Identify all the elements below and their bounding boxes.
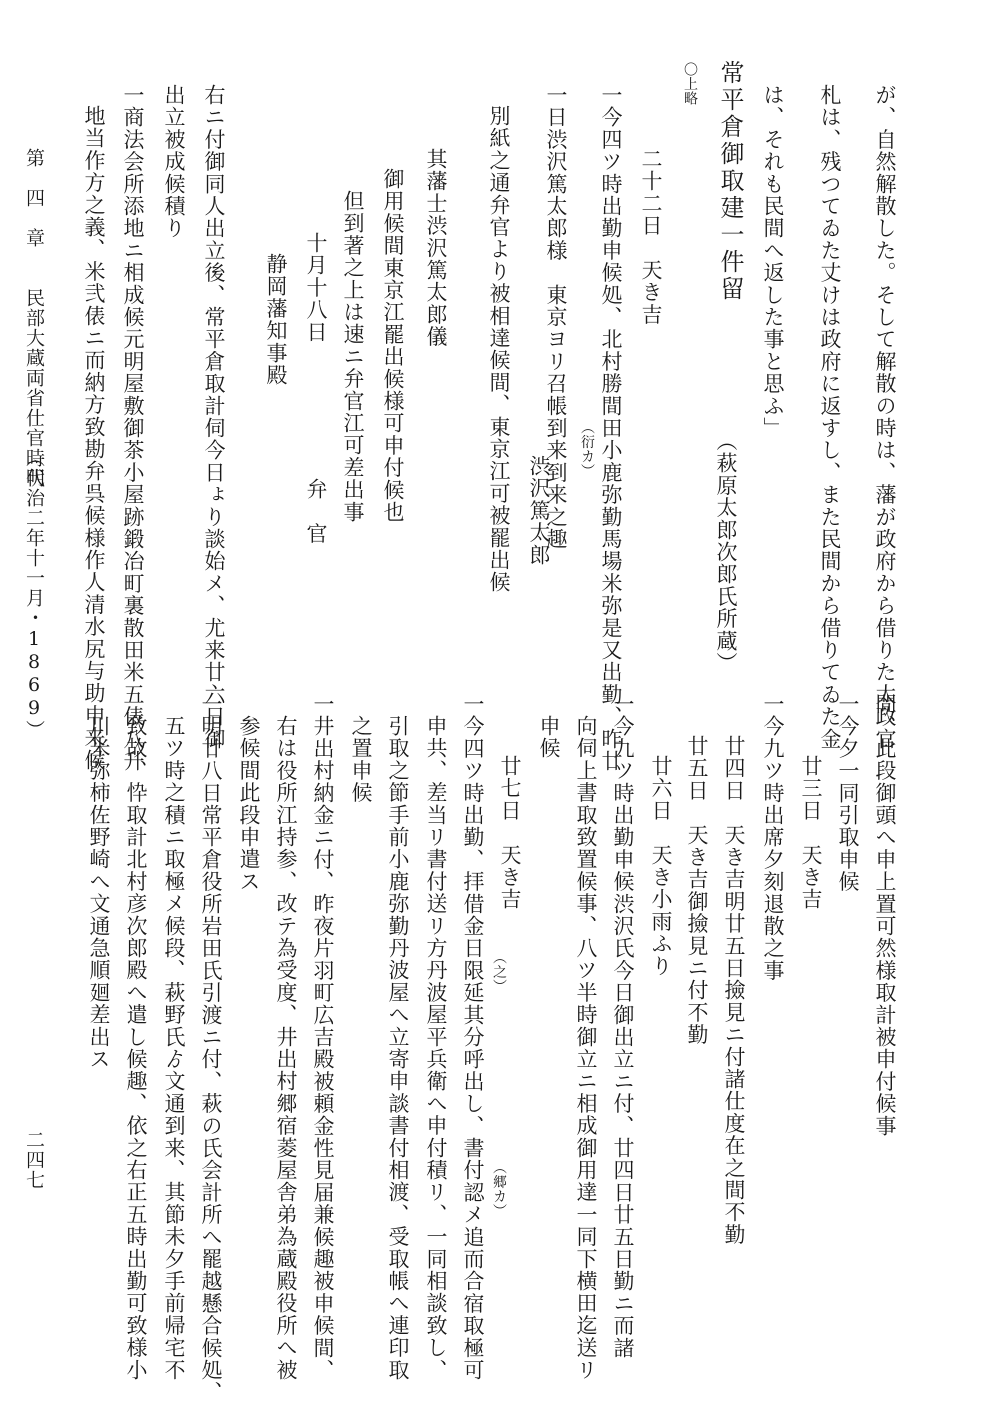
text-line: は、それも民間へ返した事と思ふ」 <box>761 84 785 440</box>
omission-note: 〇上略 <box>682 62 698 106</box>
text-line: 参候間此段申遣ス <box>237 715 261 893</box>
text-line: 一今九ツ時出席夕刻退散之事 <box>761 693 785 982</box>
letter-line: 但到著之上は速ニ弁官江可差出事 <box>341 190 365 523</box>
text-line: 間、此段御頭へ申上置可然様取計被申付候事 <box>873 693 897 1137</box>
text-line: 川米弥柿佐野崎へ文通急順廻差出ス <box>87 715 111 1071</box>
letter-signature: 弁 官 <box>304 478 328 545</box>
letter-line: 其藩士渋沢篤太郎儀 <box>424 148 448 348</box>
document-title: 常平倉御取建一件留 <box>716 60 744 303</box>
text-line: 札は、残つてゐた丈けは政府に返すし、また民間から借りてゐた金 <box>818 84 842 750</box>
running-header-chapter: 第 四 章 民部大蔵両省仕官時代 <box>23 148 45 488</box>
text-line: 一今四ツ時出勤、拝借金日限延其分呼出し、書付認メ追而合宿取極可 <box>461 693 485 1382</box>
text-line: 一今四ツ時出勤申候処、北村勝間田小鹿弥勤馬場米弥是又出勤、昨廿 <box>599 84 623 773</box>
text-line: 致故、忰取計北村彦次郎殿へ遣し候趣、依之右正五時出勤可致様小 <box>124 715 148 1381</box>
text-line: 引取之節手前小鹿弥勤丹波屋へ立寄申談書付相渡、受取帳へ連印取 <box>386 715 410 1381</box>
date-entry: 廿七日 天き吉 <box>498 755 522 911</box>
text-line: が、自然解散した。そして解散の時は、藩が政府から借りた太政官 <box>873 84 897 750</box>
source-note: （萩原太郎次郎氏所蔵） <box>714 430 738 675</box>
text-line: 一商法会所添地ニ相成候元明屋敷御茶小屋跡鍛冶町裏散田米五俵八升 <box>121 84 145 773</box>
text-line: 出立被成候積り <box>162 84 186 240</box>
date-entry: 廿三日 天き吉 <box>799 755 823 911</box>
text-line: 一今九ツ時出勤申候渋沢氏今日御出立ニ付、廿四日廿五日勤ニ而諸 <box>611 693 635 1359</box>
text-line: 右は役所江持参、改テ為受度、井出村郷宿菱屋舎弟為蔵殿役所へ被 <box>274 715 298 1381</box>
letter-line: 御用候間東京江罷出候様可申付候也 <box>381 168 405 524</box>
text-line: 五ツ時之積ニ取極メ候段、萩野氏ゟ文通到来、其節未夕手前帰宅不 <box>162 715 186 1381</box>
text-line: 一井出村納金ニ付、昨夜片羽町広吉殿被頼金性見届兼候趣被申候間、 <box>311 693 335 1382</box>
text-line: 地当作方之義、米弐俵ニ而納方致勘弁呉候様作人清水尻与助申来候 <box>82 105 106 771</box>
text-line: 一明廿八日常平倉役所岩田氏引渡ニ付、萩の氏会計所へ罷越懸合候処、 <box>199 693 223 1404</box>
date-entry: 廿四日 天き吉明廿五日撿見ニ付諸仕度在之間不勤 <box>722 735 746 1246</box>
text-line: 申共、差当リ書付送リ方丹波屋平兵衛へ申付積リ、一同相談致し、 <box>424 715 448 1381</box>
text-line: 一今夕一同引取申候 <box>836 693 860 893</box>
running-header-era: （明治二年十一月・1869） <box>23 448 45 740</box>
text-line: 向伺上書取致置候事、八ツ半時御立ニ相成御用達一同下横田迄送リ <box>574 715 598 1381</box>
text-line: 別紙之通弁官より被相達候間、東京江可被罷出候 <box>487 105 511 594</box>
date-entry: 廿五日 天き吉御撿見ニ付不勤 <box>685 735 709 1046</box>
editor-note: （衍カ） <box>579 420 595 478</box>
text-line: 申候 <box>537 715 561 760</box>
date-entry: 廿六日 天き小雨ふり <box>649 755 673 977</box>
text-line: 之置申候 <box>349 715 373 804</box>
editor-note: （郷カ） <box>491 1160 507 1218</box>
text-line: 一日渋沢篤太郎様 東京ヨリ召帳到来到来之趣 <box>544 84 568 551</box>
date-entry: 二十二日 天き吉 <box>639 148 663 326</box>
editor-note: （之） <box>491 950 507 994</box>
person-name: 渋沢篤太郎 <box>527 455 551 566</box>
letter-addressee: 静岡藩知事殿 <box>264 253 288 387</box>
page-number: 二四七 <box>23 1130 45 1190</box>
letter-date: 十月十八日 <box>304 232 328 343</box>
text-line: 右ニ付御同人出立後、常平倉取計伺今日ょり談始メ、尤来廿六日御 <box>202 84 226 750</box>
